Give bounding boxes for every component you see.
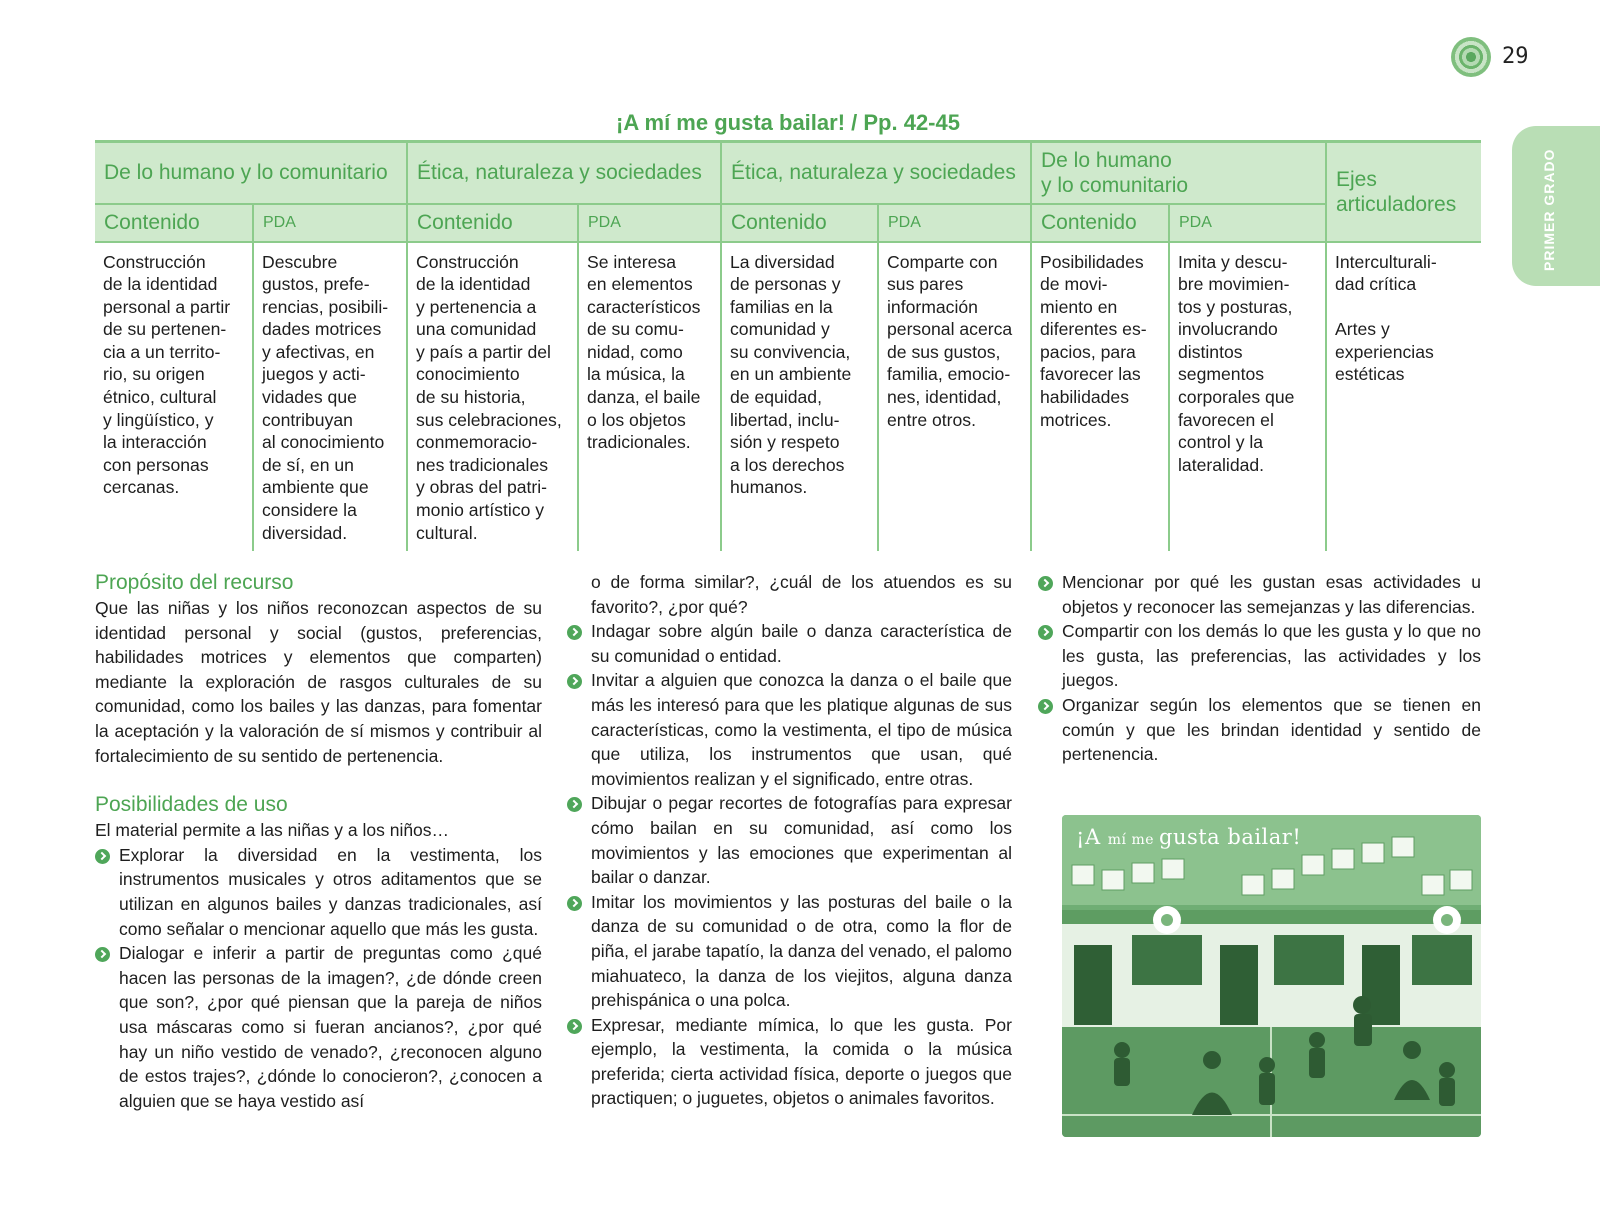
table-cell-contenido-1: Construcción de la identidad personal a partir de su pertenen- cia a un territo- rio, su origen étnico, cultural y lingüístico, y la interacción con personas cercanas. (95, 242, 253, 551)
chevron-bullet-icon (1038, 625, 1053, 640)
text-column-1 (95, 570, 542, 1113)
curriculum-table (95, 140, 1481, 551)
table-cell-contenido-4: Posibilidades de movi- miento en diferentes es- pacios, para favorecer las habilidades motrices. (1031, 242, 1169, 551)
table-cell-contenido-3: La diversidad de personas y familias en la comunidad y su convivencia, en un ambiente de equidad, libertad, inclu- sión y respeto a los derechos humanos. (721, 242, 878, 551)
list-item: Dialogar e inferir a partir de preguntas como ¿qué hacen las personas de la imagen?, ¿de dónde creen que son?, ¿por qué piensan que la pareja de niños usa máscaras como si fueran ancianos?, ¿por qué hay un niño vestido de venado?, ¿reconocen alguno de estos trajes?, ¿dónde lo conocieron?, ¿conocen a alguien que se haya vestido así (95, 941, 542, 1113)
table-cell-pda-1: Descubre gustos, prefe- rencias, posibili- dades motrices y afectivas, en juegos y acti- vidades que contribuyan al conocimiento de sí, en un ambiente que considere la diversidad. (253, 242, 407, 551)
chevron-bullet-icon (567, 1019, 582, 1034)
pda-header: PDA (578, 204, 721, 242)
contenido-header: Contenido (721, 204, 878, 242)
dancing-children-scene (1062, 815, 1481, 1137)
chevron-bullet-icon (567, 625, 582, 640)
chevron-bullet-icon (95, 849, 110, 864)
table-cell-pda-4: Imita y descu- bre movimien- tos y posturas, involucrando distintos segmentos corporales que favorecen el control y la lateralidad. (1169, 242, 1326, 551)
list-item: Expresar, mediante mímica, lo que les gusta. Por ejemplo, la vestimenta, la comida o la música preferida; cierta actividad física, deporte o juegos que practiquen; o juguetes, objetos o animales favoritos. (567, 1013, 1012, 1111)
page-badge-icon (1451, 37, 1491, 77)
pda-header: PDA (253, 204, 407, 242)
book-cover-illustration (1062, 815, 1481, 1137)
chevron-bullet-icon (567, 797, 582, 812)
posibilidades-heading: Posibilidades de uso (95, 793, 288, 817)
bullet-list (567, 619, 1012, 1111)
axis-header-1: De lo humano y lo comunitario (95, 142, 407, 204)
table-title: ¡A mí me gusta bailar! / Pp. 42-45 (616, 110, 960, 135)
contenido-header: Contenido (1031, 204, 1169, 242)
list-item: Explorar la diversidad en la vestimenta, los instrumentos musicales y otros aditamentos que se utilizan en algunos bailes y danzas tradicionales, así como señalar o mencionar aquello que más les gusta. (95, 843, 542, 941)
contenido-header: Contenido (95, 204, 253, 242)
chevron-bullet-icon (567, 674, 582, 689)
posibilidades-intro: El material permite a las niñas y a los niños… (95, 820, 450, 841)
axis-header-4: De lo humano y lo comunitario (1031, 142, 1326, 204)
bullet-continuation: o de forma similar?, ¿cuál de los atuendos es su favorito?, ¿por qué? (591, 572, 1012, 617)
table-cell-contenido-2: Construcción de la identidad y pertenencia a una comunidad y país a partir del conocimiento de su historia, sus celebraciones, conmemoracio- nes tradicionales y obras del patri- monio artístico y cultural. (407, 242, 578, 551)
list-item: Indagar sobre algún baile o danza característica de su comunidad o entidad. (567, 619, 1012, 668)
chevron-bullet-icon (95, 947, 110, 962)
list-item: Dibujar o pegar recortes de fotografías para expresar cómo bailan en su comunidad, así como los movimientos y las emociones que experimentan al bailar o danzar. (567, 791, 1012, 889)
axis-header-3: Ética, naturaleza y sociedades (721, 142, 1031, 204)
ejes-articuladores-header: Ejes articuladores (1326, 142, 1481, 242)
list-item: Invitar a alguien que conozca la danza o el baile que más les interesó para que les platique algunas de sus características, como la vestimenta, el tipo de música que utiliza, los instrumentos que usan, qué movimientos realizan y el significado, entre otras. (567, 668, 1012, 791)
side-tab-label: PRIMER GRADO (1541, 148, 1557, 272)
illustration-title: ¡A mí me gusta bailar! (1076, 825, 1302, 849)
bullet-list (1038, 570, 1481, 767)
list-item: Organizar según los elementos que se tienen en común y que les brindan identidad y sentido de pertenencia. (1038, 693, 1481, 767)
proposito-text: Que las niñas y los niños reconozcan aspectos de su identidad personal y social (gustos, preferencias, habilidades motrices y elementos que comparten) mediante la exploración de rasgos culturales de su comunidad, como los bailes y las danzas, para fomentar la aceptación y la valoración de sí mismos y contribuir al fortalecimiento de su sentido de pertenencia. (95, 598, 542, 766)
chevron-bullet-icon (1038, 576, 1053, 591)
list-item: Imitar los movimientos y las posturas del baile o la danza de su comunidad o de otra, como la flor de piña, el jarabe tapatío, la danza del venado, el palomo miahuateco, la danza de los viejitos, alguna danza prehispánica o una polca. (567, 890, 1012, 1013)
pda-header: PDA (878, 204, 1031, 242)
list-item: Compartir con los demás lo que les gusta y lo que no les gusta, las preferencias, las actividades y los juegos. (1038, 619, 1481, 693)
contenido-header: Contenido (407, 204, 578, 242)
table-cell-pda-3: Comparte con sus pares información personal acerca de sus gustos, familia, emocio- nes, identidad, entre otros. (878, 242, 1031, 551)
axis-header-2: Ética, naturaleza y sociedades (407, 142, 721, 204)
proposito-heading: Propósito del recurso (95, 571, 294, 594)
bullet-list (95, 843, 542, 1114)
chevron-bullet-icon (567, 896, 582, 911)
list-item: Mencionar por qué les gustan esas actividades u objetos y reconocer las semejanzas y las diferencias. (1038, 570, 1481, 619)
text-column-3 (1038, 570, 1481, 767)
table-cell-pda-2: Se interesa en elementos característicos de su comu- nidad, como la música, la danza, el baile o los objetos tradicionales. (578, 242, 721, 551)
page-number: 29 (1502, 44, 1529, 69)
table-cell-ejes: Interculturali- dad crítica Artes y experiencias estéticas (1335, 251, 1437, 385)
text-column-2 (567, 570, 1012, 1111)
pda-header: PDA (1169, 204, 1326, 242)
chevron-bullet-icon (1038, 699, 1053, 714)
